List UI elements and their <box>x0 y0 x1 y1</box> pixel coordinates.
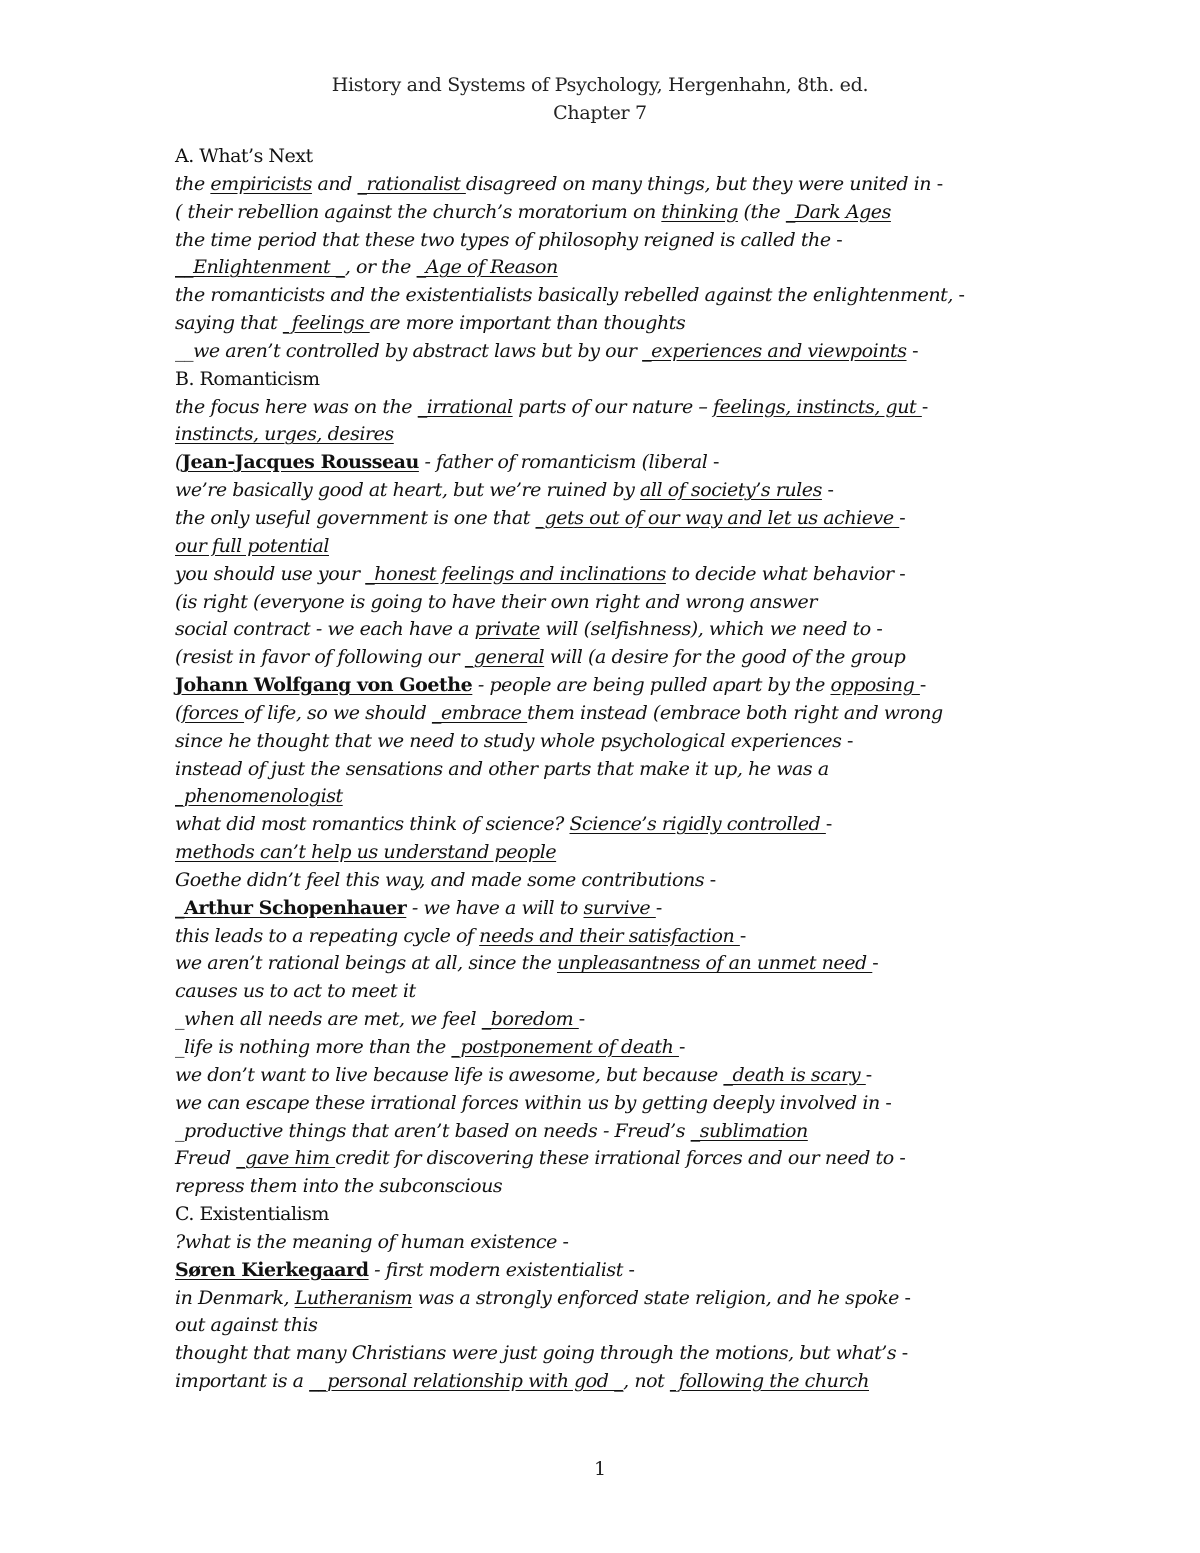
note-text: the <box>175 172 211 195</box>
fill-in-answer: _postponement of death <box>451 1036 679 1058</box>
note-line <box>175 644 1035 672</box>
note-line <box>175 895 1035 923</box>
bullet-dash: - <box>562 1230 569 1253</box>
note-text: and <box>311 172 358 195</box>
note-text: , or the <box>344 256 417 279</box>
note-line <box>175 783 1035 811</box>
bullet-dash: - <box>865 1063 872 1086</box>
note-line <box>175 700 1035 728</box>
note-text: parts of our nature – <box>512 395 713 418</box>
note-text: (the <box>737 200 786 223</box>
note-line <box>175 477 1035 505</box>
fill-in-answer: all of society’s rules <box>640 479 822 502</box>
note-line <box>175 839 1035 867</box>
note-line <box>175 1285 1035 1313</box>
note-text: will (a desire for the good of the group <box>544 646 906 669</box>
fill-in-answer: our full potential <box>175 534 329 557</box>
fill-in-answer: forces <box>181 701 245 724</box>
note-line <box>175 1229 1035 1257</box>
fill-in-answer: _gave him <box>236 1147 336 1170</box>
bullet-dash: - <box>713 451 720 474</box>
note-text: - we have a will to <box>406 896 584 919</box>
note-line <box>175 672 1035 700</box>
note-text: the romanticists and the existentialists basically rebelled against the enlightenment, <box>175 284 959 307</box>
note-text: important is a <box>175 1370 310 1393</box>
note-line <box>175 1312 1035 1340</box>
fill-in-answer: feelings, instincts, gut <box>712 395 922 418</box>
note-line <box>175 616 1035 644</box>
note-text: _productive things that aren’t based on needs - Freud’s <box>175 1119 691 1142</box>
note-text: (resist in favor of following our <box>175 646 465 669</box>
fill-in-answer: Lutheranism <box>294 1286 413 1309</box>
note-text: them instead (embrace both right and wrong <box>527 701 943 724</box>
note-line <box>175 199 1035 227</box>
note-text: _life is nothing more than the <box>175 1036 452 1058</box>
bullet-dash: - <box>899 562 906 585</box>
note-text: this leads to a repeating cycle of <box>175 924 480 947</box>
note-line <box>175 1118 1035 1146</box>
fill-in-answer: _sublimation <box>690 1119 808 1142</box>
fill-in-answer: _death is scary <box>723 1063 866 1086</box>
note-text: __we aren’t controlled by abstract laws but by our <box>175 339 643 362</box>
note-line <box>175 1368 1035 1396</box>
note-line <box>175 254 1035 282</box>
note-text: what did most romantics think of science? <box>175 813 570 836</box>
fill-in-answer: opposing <box>830 674 920 697</box>
note-line <box>175 505 1035 533</box>
note-line <box>175 421 1035 449</box>
fill-in-answer: _following the church <box>669 1370 869 1393</box>
note-line <box>175 1090 1035 1118</box>
bullet-dash: - <box>578 1008 585 1031</box>
fill-in-answer: _rationalist <box>357 172 466 195</box>
note-text: A. What’s Next <box>175 145 313 167</box>
note-text: ?what is the meaning of human existence <box>175 1230 557 1253</box>
fill-in-answer: Science’s rigidly controlled <box>569 813 826 836</box>
bullet-dash: - <box>876 618 883 641</box>
note-text: (is right (everyone is going to have their own right and wrong answer <box>175 590 817 613</box>
note-line <box>175 1145 1035 1173</box>
fill-in-answer: methods can’t help us understand people <box>175 841 557 864</box>
fill-in-answer: _feelings <box>282 312 370 335</box>
bullet-dash: - <box>899 506 906 529</box>
note-text: , not <box>623 1370 670 1393</box>
note-text: instead of just the sensations and other parts that make it up, he was a <box>175 757 829 780</box>
fill-in-answer: _Dark Ages <box>785 200 891 223</box>
note-text: thought that many Christians were just going through the motions, but what’s <box>175 1342 902 1365</box>
note-text: - people are being pulled apart by the <box>472 674 831 697</box>
note-line <box>175 338 1035 366</box>
bullet-dash: - <box>901 1342 908 1365</box>
note-line <box>175 811 1035 839</box>
fill-in-answer: survive <box>583 896 656 919</box>
bullet-dash: - <box>912 339 919 362</box>
note-line <box>175 978 1035 1006</box>
fill-in-answer: unpleasantness of an unmet need <box>556 952 873 975</box>
note-text: since he thought that we need to study whole psychological experiences <box>175 729 847 752</box>
note-text: out against this <box>175 1314 318 1337</box>
bullet-dash: - <box>827 479 834 502</box>
bullet-dash: - <box>739 924 746 947</box>
note-text: ( their rebellion against the church’s moratorium on <box>175 200 662 223</box>
note-line <box>175 867 1035 895</box>
note-line <box>175 449 1035 477</box>
note-text: was a strongly enforced state religion, and he spoke <box>412 1286 905 1309</box>
fill-in-answer: thinking <box>661 200 738 223</box>
bullet-dash: - <box>709 868 716 891</box>
note-text: will (selfishness), which we need to <box>539 618 877 641</box>
note-text: we can escape these irrational forces within us by getting deeply involved in <box>175 1091 886 1114</box>
note-text: causes us to act to meet it <box>175 980 416 1003</box>
note-line <box>175 756 1035 784</box>
document-title: History and Systems of Psychology, Hergenhahn, 8th. ed. <box>331 74 869 96</box>
note-line <box>175 1062 1035 1090</box>
note-line <box>175 1034 1035 1062</box>
fill-in-answer: _boredom <box>481 1008 579 1031</box>
note-text: social contract - we each have a <box>175 618 475 641</box>
note-text: C. Existentialism <box>175 1203 329 1226</box>
key-term: Johann Wolfgang von Goethe <box>175 674 473 697</box>
chapter-heading: Chapter 7 <box>553 102 647 124</box>
bullet-dash: - <box>904 1286 911 1309</box>
fill-in-answer: _phenomenologist <box>175 785 343 808</box>
note-text: we don’t want to live because life is awesome, but because <box>175 1063 724 1086</box>
fill-in-answer: _general <box>464 646 545 669</box>
note-text: repress them into the subconscious <box>175 1175 503 1198</box>
note-text: _when all needs are met, we feel <box>175 1008 482 1031</box>
bullet-dash: - <box>919 674 926 697</box>
bullet-dash: - <box>899 1147 906 1170</box>
note-line <box>175 950 1035 978</box>
fill-in-answer: _embrace <box>431 701 528 724</box>
fill-in-answer: empiricists <box>210 172 312 195</box>
note-line <box>175 923 1035 951</box>
fill-in-answer: _Age of Reason <box>416 256 558 279</box>
section-heading <box>175 1201 1035 1229</box>
bullet-dash: - <box>825 813 832 836</box>
fill-in-answer: instincts, urges, desires <box>175 423 394 446</box>
note-text: you should use your <box>175 562 366 585</box>
key-term: Søren Kierkegaard <box>175 1258 369 1281</box>
page-number: 1 <box>593 1458 607 1480</box>
note-text: are more important than thoughts <box>369 312 686 335</box>
note-text: the time period that these two types of philosophy reigned is called the <box>175 228 837 251</box>
note-line <box>175 227 1035 255</box>
bullet-dash: - <box>958 284 965 307</box>
note-text: Freud <box>175 1147 237 1170</box>
note-line <box>175 728 1035 756</box>
bullet-dash: - <box>872 952 879 975</box>
key-term: _Arthur Schopenhauer <box>175 896 407 919</box>
note-text: to decide what behavior <box>665 562 900 585</box>
fill-in-answer: _experiences and viewpoints <box>642 339 907 362</box>
note-text: ( <box>175 451 182 474</box>
bullet-dash: - <box>936 172 943 195</box>
section-heading <box>175 366 1035 394</box>
note-text: credit for discovering these irrational forces and our need to <box>335 1147 900 1170</box>
note-line <box>175 589 1035 617</box>
fill-in-answer: private <box>474 618 540 641</box>
note-text: of life, so we should <box>244 701 432 724</box>
note-line <box>175 1173 1035 1201</box>
bullet-dash: - <box>885 1091 892 1114</box>
note-line <box>175 1257 1035 1285</box>
fill-in-answer: __Enlightenment _ <box>175 256 345 279</box>
note-line <box>175 561 1035 589</box>
bullet-dash: - <box>836 228 843 251</box>
bullet-dash: - <box>678 1036 685 1058</box>
bullet-dash: - <box>628 1258 635 1281</box>
note-line <box>175 533 1035 561</box>
note-line <box>175 171 1035 199</box>
note-text: the only useful government is one that <box>175 506 536 529</box>
note-line <box>175 394 1035 422</box>
note-text: - father of romanticism (liberal <box>418 451 708 474</box>
fill-in-answer: _irrational <box>417 395 513 418</box>
note-line <box>175 282 1035 310</box>
note-text: in Denmark, <box>175 1286 295 1309</box>
note-line <box>175 1006 1035 1034</box>
fill-in-answer: _honest feelings and inclinations <box>365 562 666 585</box>
note-text: disagreed on many things, but they were united in <box>465 172 937 195</box>
note-text: the focus here was on the <box>175 395 418 418</box>
note-text: B. Romanticism <box>175 367 320 390</box>
bullet-dash: - <box>655 896 662 919</box>
note-line <box>175 310 1035 338</box>
note-text: we aren’t rational beings at all, since the <box>175 952 557 975</box>
note-text: - first modern existentialist <box>368 1258 623 1281</box>
note-text: ( <box>175 701 182 724</box>
key-term: Jean-Jacques Rousseau <box>181 451 419 474</box>
bullet-dash: - <box>921 395 928 418</box>
bullet-dash: - <box>847 729 853 752</box>
note-line <box>175 1340 1035 1368</box>
notes-body <box>175 143 1035 1396</box>
section-heading <box>175 143 1035 171</box>
fill-in-answer: __personal relationship with god _ <box>309 1370 624 1393</box>
fill-in-answer: _gets out of our way and let us achieve <box>535 506 900 529</box>
note-text: saying that <box>175 312 283 335</box>
fill-in-answer: needs and their satisfaction <box>479 924 740 947</box>
note-text: we’re basically good at heart, but we’re ruined by <box>175 479 641 502</box>
note-text: Goethe didn’t feel this way, and made some contributions <box>175 868 705 891</box>
